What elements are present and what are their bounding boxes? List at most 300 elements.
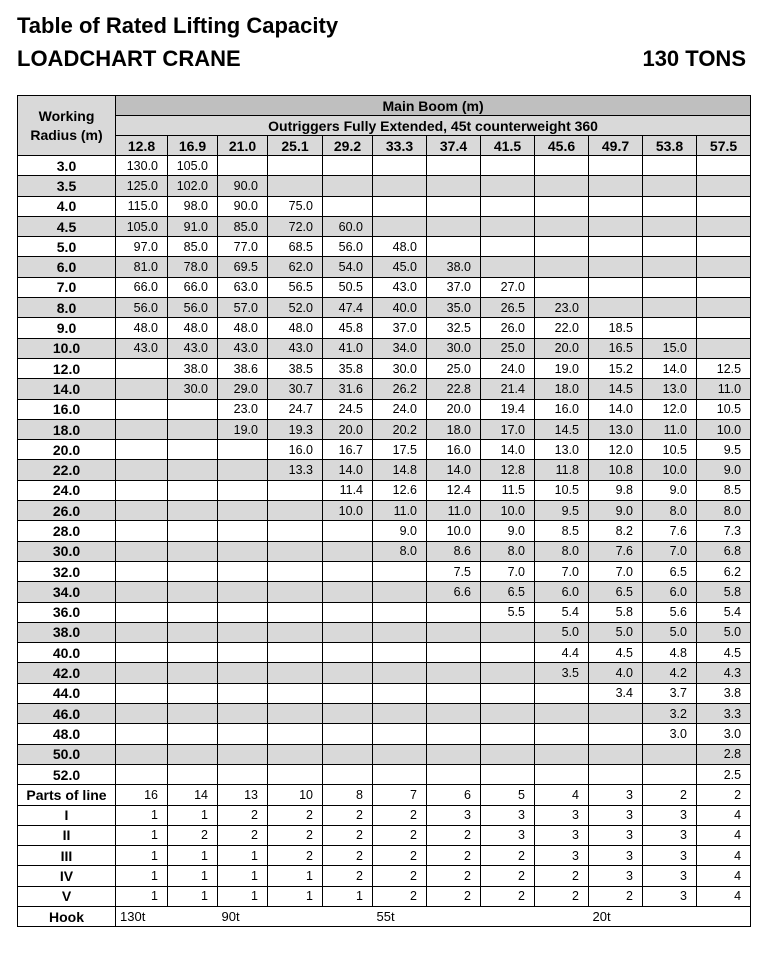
reeving-label: II bbox=[18, 825, 116, 845]
capacity-row bbox=[18, 379, 751, 399]
radius-cell: 36.0 bbox=[18, 602, 116, 622]
capacity-cell: 5.4 bbox=[697, 602, 751, 622]
capacity-cell bbox=[168, 622, 218, 642]
capacity-cell: 13.0 bbox=[643, 379, 697, 399]
parts-cell: 2 bbox=[535, 886, 589, 906]
capacity-cell bbox=[218, 460, 268, 480]
capacity-cell: 29.0 bbox=[218, 379, 268, 399]
capacity-cell: 56.0 bbox=[323, 237, 373, 257]
capacity-cell bbox=[116, 744, 168, 764]
capacity-cell bbox=[323, 744, 373, 764]
capacity-row bbox=[18, 480, 751, 500]
capacity-row bbox=[18, 460, 751, 480]
parts-cell: 2 bbox=[373, 866, 427, 886]
hook-capacity: 90t bbox=[218, 906, 373, 926]
capacity-cell bbox=[589, 257, 643, 277]
parts-cell: 1 bbox=[268, 866, 323, 886]
capacity-cell: 9.0 bbox=[643, 480, 697, 500]
capacity-cell bbox=[323, 176, 373, 196]
capacity-cell: 48.0 bbox=[373, 237, 427, 257]
capacity-cell bbox=[697, 277, 751, 297]
capacity-cell: 12.0 bbox=[589, 440, 643, 460]
capacity-cell: 19.3 bbox=[268, 419, 323, 439]
capacity-cell bbox=[268, 582, 323, 602]
capacity-cell bbox=[168, 561, 218, 581]
capacity-row bbox=[18, 419, 751, 439]
parts-cell: 2 bbox=[427, 825, 481, 845]
capacity-cell bbox=[643, 196, 697, 216]
radius-header: Working Radius (m) bbox=[18, 96, 116, 156]
boom-length-header: 33.3 bbox=[373, 136, 427, 156]
capacity-cell bbox=[481, 643, 535, 663]
capacity-cell bbox=[643, 237, 697, 257]
capacity-cell bbox=[589, 196, 643, 216]
capacity-cell bbox=[116, 764, 168, 784]
capacity-cell: 9.0 bbox=[697, 460, 751, 480]
capacity-cell bbox=[589, 298, 643, 318]
parts-cell: 2 bbox=[427, 846, 481, 866]
capacity-cell bbox=[589, 277, 643, 297]
capacity-cell: 48.0 bbox=[218, 318, 268, 338]
capacity-cell bbox=[535, 237, 589, 257]
parts-cell: 4 bbox=[697, 866, 751, 886]
capacity-cell: 37.0 bbox=[427, 277, 481, 297]
parts-cell: 2 bbox=[268, 846, 323, 866]
capacity-row bbox=[18, 237, 751, 257]
radius-cell: 50.0 bbox=[18, 744, 116, 764]
capacity-cell bbox=[323, 764, 373, 784]
capacity-cell: 12.0 bbox=[643, 399, 697, 419]
capacity-cell: 27.0 bbox=[481, 277, 535, 297]
capacity-row bbox=[18, 196, 751, 216]
capacity-cell bbox=[268, 501, 323, 521]
capacity-cell: 14.8 bbox=[373, 460, 427, 480]
capacity-cell: 3.8 bbox=[697, 683, 751, 703]
capacity-cell: 8.0 bbox=[373, 541, 427, 561]
parts-cell: 2 bbox=[373, 825, 427, 845]
capacity-cell: 20.0 bbox=[323, 419, 373, 439]
capacity-cell: 4.3 bbox=[697, 663, 751, 683]
capacity-cell: 38.5 bbox=[268, 358, 323, 378]
capacity-cell: 43.0 bbox=[218, 338, 268, 358]
capacity-cell: 11.0 bbox=[427, 501, 481, 521]
capacity-cell bbox=[535, 704, 589, 724]
capacity-cell bbox=[373, 643, 427, 663]
capacity-row bbox=[18, 724, 751, 744]
radius-cell: 9.0 bbox=[18, 318, 116, 338]
capacity-cell: 17.5 bbox=[373, 440, 427, 460]
capacity-cell bbox=[589, 704, 643, 724]
capacity-cell bbox=[268, 764, 323, 784]
capacity-cell: 32.5 bbox=[427, 318, 481, 338]
capacity-cell: 4.5 bbox=[697, 643, 751, 663]
parts-cell: 2 bbox=[323, 825, 373, 845]
capacity-cell: 9.5 bbox=[697, 440, 751, 460]
parts-cell: 3 bbox=[643, 886, 697, 906]
capacity-cell bbox=[168, 663, 218, 683]
capacity-row bbox=[18, 277, 751, 297]
capacity-cell bbox=[218, 724, 268, 744]
capacity-cell bbox=[268, 704, 323, 724]
capacity-cell bbox=[168, 683, 218, 703]
radius-cell: 48.0 bbox=[18, 724, 116, 744]
radius-cell: 32.0 bbox=[18, 561, 116, 581]
parts-cell: 1 bbox=[168, 886, 218, 906]
capacity-cell bbox=[168, 399, 218, 419]
capacity-cell bbox=[116, 582, 168, 602]
parts-cell: 6 bbox=[427, 785, 481, 805]
capacity-cell bbox=[481, 216, 535, 236]
capacity-cell: 43.0 bbox=[373, 277, 427, 297]
capacity-cell bbox=[218, 643, 268, 663]
capacity-cell bbox=[589, 176, 643, 196]
capacity-cell: 11.0 bbox=[697, 379, 751, 399]
capacity-cell bbox=[427, 683, 481, 703]
capacity-cell bbox=[535, 176, 589, 196]
capacity-cell bbox=[323, 561, 373, 581]
parts-cell: 3 bbox=[589, 866, 643, 886]
capacity-cell bbox=[481, 196, 535, 216]
capacity-cell bbox=[168, 704, 218, 724]
capacity-cell: 3.3 bbox=[697, 704, 751, 724]
capacity-cell: 10.5 bbox=[643, 440, 697, 460]
capacity-cell bbox=[481, 764, 535, 784]
capacity-cell bbox=[268, 744, 323, 764]
hook-label: Hook bbox=[18, 906, 116, 926]
capacity-cell: 11.8 bbox=[535, 460, 589, 480]
capacity-cell bbox=[427, 602, 481, 622]
capacity-cell: 16.7 bbox=[323, 440, 373, 460]
parts-cell: 2 bbox=[373, 846, 427, 866]
capacity-cell bbox=[116, 683, 168, 703]
parts-cell: 1 bbox=[168, 846, 218, 866]
capacity-cell bbox=[697, 196, 751, 216]
parts-cell: 2 bbox=[168, 825, 218, 845]
capacity-cell bbox=[268, 521, 323, 541]
capacity-cell: 23.0 bbox=[535, 298, 589, 318]
capacity-cell: 4.4 bbox=[535, 643, 589, 663]
capacity-cell bbox=[589, 156, 643, 176]
capacity-cell: 10.0 bbox=[697, 419, 751, 439]
capacity-cell bbox=[481, 663, 535, 683]
radius-cell: 30.0 bbox=[18, 541, 116, 561]
capacity-cell: 10.0 bbox=[643, 460, 697, 480]
capacity-cell: 20.0 bbox=[535, 338, 589, 358]
parts-cell: 1 bbox=[116, 886, 168, 906]
capacity-cell: 11.0 bbox=[643, 419, 697, 439]
capacity-cell: 72.0 bbox=[268, 216, 323, 236]
capacity-cell bbox=[589, 237, 643, 257]
capacity-cell bbox=[268, 561, 323, 581]
capacity-cell: 10.5 bbox=[535, 480, 589, 500]
parts-cell: 2 bbox=[323, 805, 373, 825]
capacity-cell bbox=[373, 156, 427, 176]
capacity-cell: 3.5 bbox=[535, 663, 589, 683]
radius-cell: 20.0 bbox=[18, 440, 116, 460]
capacity-cell: 11.4 bbox=[323, 480, 373, 500]
capacity-row bbox=[18, 399, 751, 419]
capacity-cell: 19.4 bbox=[481, 399, 535, 419]
capacity-cell bbox=[535, 196, 589, 216]
capacity-row bbox=[18, 643, 751, 663]
boom-length-header: 12.8 bbox=[116, 136, 168, 156]
capacity-cell: 13.3 bbox=[268, 460, 323, 480]
capacity-cell: 41.0 bbox=[323, 338, 373, 358]
parts-cell: 4 bbox=[697, 805, 751, 825]
capacity-cell bbox=[373, 622, 427, 642]
capacity-cell bbox=[535, 764, 589, 784]
radius-cell: 16.0 bbox=[18, 399, 116, 419]
capacity-cell bbox=[168, 724, 218, 744]
capacity-cell bbox=[589, 216, 643, 236]
capacity-cell: 12.6 bbox=[373, 480, 427, 500]
boom-length-header: 45.6 bbox=[535, 136, 589, 156]
capacity-cell: 5.0 bbox=[589, 622, 643, 642]
capacity-cell: 56.0 bbox=[116, 298, 168, 318]
capacity-cell bbox=[373, 683, 427, 703]
capacity-cell: 18.0 bbox=[427, 419, 481, 439]
parts-cell: 3 bbox=[589, 785, 643, 805]
capacity-cell bbox=[697, 338, 751, 358]
reeving-row bbox=[18, 886, 751, 906]
radius-cell: 24.0 bbox=[18, 480, 116, 500]
capacity-cell bbox=[427, 704, 481, 724]
capacity-cell bbox=[268, 176, 323, 196]
capacity-cell: 8.0 bbox=[481, 541, 535, 561]
capacity-cell bbox=[481, 257, 535, 277]
capacity-cell bbox=[643, 257, 697, 277]
capacity-cell bbox=[116, 602, 168, 622]
parts-of-line-row bbox=[18, 785, 751, 805]
capacity-cell: 35.8 bbox=[323, 358, 373, 378]
capacity-cell: 6.5 bbox=[481, 582, 535, 602]
capacity-cell: 16.5 bbox=[589, 338, 643, 358]
capacity-cell bbox=[323, 541, 373, 561]
parts-cell: 1 bbox=[218, 846, 268, 866]
radius-cell: 10.0 bbox=[18, 338, 116, 358]
radius-cell: 8.0 bbox=[18, 298, 116, 318]
capacity-cell bbox=[168, 764, 218, 784]
parts-cell: 2 bbox=[323, 866, 373, 886]
capacity-cell: 7.3 bbox=[697, 521, 751, 541]
capacity-cell bbox=[427, 237, 481, 257]
boom-length-header: 25.1 bbox=[268, 136, 323, 156]
capacity-cell bbox=[218, 480, 268, 500]
capacity-cell bbox=[373, 704, 427, 724]
hook-capacity: 130t bbox=[116, 906, 218, 926]
capacity-cell: 25.0 bbox=[427, 358, 481, 378]
capacity-cell: 5.8 bbox=[589, 602, 643, 622]
capacity-cell bbox=[535, 724, 589, 744]
capacity-cell bbox=[116, 419, 168, 439]
parts-cell: 1 bbox=[168, 805, 218, 825]
radius-cell: 7.0 bbox=[18, 277, 116, 297]
capacity-cell bbox=[218, 704, 268, 724]
capacity-cell bbox=[643, 216, 697, 236]
capacity-cell bbox=[427, 622, 481, 642]
capacity-cell bbox=[427, 744, 481, 764]
capacity-cell bbox=[323, 683, 373, 703]
boom-length-header: 53.8 bbox=[643, 136, 697, 156]
capacity-cell: 10.0 bbox=[323, 501, 373, 521]
capacity-cell: 98.0 bbox=[168, 196, 218, 216]
capacity-cell bbox=[218, 582, 268, 602]
capacity-row bbox=[18, 683, 751, 703]
capacity-cell: 37.0 bbox=[373, 318, 427, 338]
capacity-cell: 9.0 bbox=[373, 521, 427, 541]
parts-cell: 3 bbox=[643, 825, 697, 845]
capacity-cell: 52.0 bbox=[268, 298, 323, 318]
capacity-cell bbox=[168, 501, 218, 521]
capacity-cell: 6.5 bbox=[643, 561, 697, 581]
parts-cell: 2 bbox=[373, 805, 427, 825]
capacity-cell: 16.0 bbox=[268, 440, 323, 460]
capacity-cell bbox=[168, 744, 218, 764]
capacity-cell bbox=[218, 683, 268, 703]
capacity-cell bbox=[481, 237, 535, 257]
capacity-cell bbox=[268, 156, 323, 176]
capacity-cell bbox=[427, 643, 481, 663]
parts-cell: 4 bbox=[535, 785, 589, 805]
parts-cell: 1 bbox=[116, 825, 168, 845]
capacity-cell bbox=[218, 521, 268, 541]
capacity-cell: 91.0 bbox=[168, 216, 218, 236]
parts-cell: 13 bbox=[218, 785, 268, 805]
radius-cell: 44.0 bbox=[18, 683, 116, 703]
capacity-cell: 125.0 bbox=[116, 176, 168, 196]
capacity-cell: 8.2 bbox=[589, 521, 643, 541]
capacity-row bbox=[18, 521, 751, 541]
capacity-cell: 81.0 bbox=[116, 257, 168, 277]
parts-cell: 2 bbox=[481, 846, 535, 866]
radius-cell: 14.0 bbox=[18, 379, 116, 399]
capacity-cell bbox=[116, 460, 168, 480]
parts-cell: 3 bbox=[589, 825, 643, 845]
capacity-cell: 6.8 bbox=[697, 541, 751, 561]
capacity-cell bbox=[116, 521, 168, 541]
radius-cell: 4.5 bbox=[18, 216, 116, 236]
parts-cell: 2 bbox=[427, 886, 481, 906]
parts-cell: 4 bbox=[697, 886, 751, 906]
capacity-cell: 63.0 bbox=[218, 277, 268, 297]
capacity-cell bbox=[116, 704, 168, 724]
capacity-cell bbox=[168, 582, 218, 602]
capacity-row bbox=[18, 501, 751, 521]
capacity-cell: 21.4 bbox=[481, 379, 535, 399]
capacity-cell: 97.0 bbox=[116, 237, 168, 257]
capacity-cell: 31.6 bbox=[323, 379, 373, 399]
capacity-row bbox=[18, 338, 751, 358]
capacity-cell bbox=[697, 156, 751, 176]
radius-cell: 4.0 bbox=[18, 196, 116, 216]
capacity-cell: 30.0 bbox=[373, 358, 427, 378]
capacity-cell: 14.0 bbox=[323, 460, 373, 480]
capacity-cell: 5.6 bbox=[643, 602, 697, 622]
capacity-cell bbox=[116, 358, 168, 378]
parts-cell: 3 bbox=[643, 866, 697, 886]
capacity-cell bbox=[323, 704, 373, 724]
capacity-cell bbox=[697, 176, 751, 196]
capacity-cell: 4.5 bbox=[589, 643, 643, 663]
parts-cell: 2 bbox=[218, 825, 268, 845]
capacity-cell: 68.5 bbox=[268, 237, 323, 257]
capacity-row bbox=[18, 156, 751, 176]
capacity-cell: 62.0 bbox=[268, 257, 323, 277]
capacity-cell bbox=[218, 501, 268, 521]
parts-cell: 10 bbox=[268, 785, 323, 805]
capacity-cell bbox=[116, 561, 168, 581]
capacity-cell bbox=[373, 582, 427, 602]
capacity-cell bbox=[373, 724, 427, 744]
capacity-cell bbox=[427, 176, 481, 196]
capacity-cell: 5.0 bbox=[535, 622, 589, 642]
capacity-cell: 10.0 bbox=[481, 501, 535, 521]
capacity-cell bbox=[168, 419, 218, 439]
capacity-cell: 30.0 bbox=[168, 379, 218, 399]
capacity-cell bbox=[643, 318, 697, 338]
capacity-cell bbox=[373, 764, 427, 784]
capacity-cell bbox=[481, 744, 535, 764]
capacity-cell: 43.0 bbox=[268, 338, 323, 358]
capacity-cell bbox=[116, 724, 168, 744]
capacity-cell: 15.0 bbox=[643, 338, 697, 358]
capacity-cell: 7.5 bbox=[427, 561, 481, 581]
load-chart-table bbox=[17, 95, 751, 927]
capacity-cell bbox=[268, 541, 323, 561]
capacity-cell: 18.5 bbox=[589, 318, 643, 338]
capacity-row bbox=[18, 257, 751, 277]
capacity-cell bbox=[218, 663, 268, 683]
capacity-cell: 7.0 bbox=[535, 561, 589, 581]
capacity-row bbox=[18, 541, 751, 561]
capacity-cell bbox=[323, 521, 373, 541]
capacity-cell: 9.0 bbox=[481, 521, 535, 541]
boom-length-header: 37.4 bbox=[427, 136, 481, 156]
capacity-cell: 5.5 bbox=[481, 602, 535, 622]
capacity-cell: 3.0 bbox=[643, 724, 697, 744]
capacity-cell: 8.0 bbox=[643, 501, 697, 521]
capacity-cell: 26.5 bbox=[481, 298, 535, 318]
capacity-row bbox=[18, 622, 751, 642]
reeving-row bbox=[18, 825, 751, 845]
radius-cell: 5.0 bbox=[18, 237, 116, 257]
capacity-cell: 24.0 bbox=[373, 399, 427, 419]
reeving-label: V bbox=[18, 886, 116, 906]
capacity-cell bbox=[323, 663, 373, 683]
radius-cell: 3.0 bbox=[18, 156, 116, 176]
capacity-cell: 6.0 bbox=[643, 582, 697, 602]
parts-cell: 2 bbox=[643, 785, 697, 805]
parts-cell: 1 bbox=[218, 866, 268, 886]
capacity-cell bbox=[218, 561, 268, 581]
capacity-cell: 23.0 bbox=[218, 399, 268, 419]
boom-length-row bbox=[18, 136, 751, 156]
capacity-cell: 9.5 bbox=[535, 501, 589, 521]
capacity-cell: 9.8 bbox=[589, 480, 643, 500]
capacity-cell bbox=[697, 257, 751, 277]
capacity-cell: 11.5 bbox=[481, 480, 535, 500]
radius-cell: 52.0 bbox=[18, 764, 116, 784]
capacity-cell: 43.0 bbox=[116, 338, 168, 358]
capacity-cell bbox=[268, 683, 323, 703]
boom-length-header: 41.5 bbox=[481, 136, 535, 156]
capacity-cell: 17.0 bbox=[481, 419, 535, 439]
capacity-cell bbox=[643, 277, 697, 297]
capacity-cell: 48.0 bbox=[168, 318, 218, 338]
capacity-cell bbox=[481, 622, 535, 642]
capacity-cell: 102.0 bbox=[168, 176, 218, 196]
capacity-cell: 105.0 bbox=[168, 156, 218, 176]
